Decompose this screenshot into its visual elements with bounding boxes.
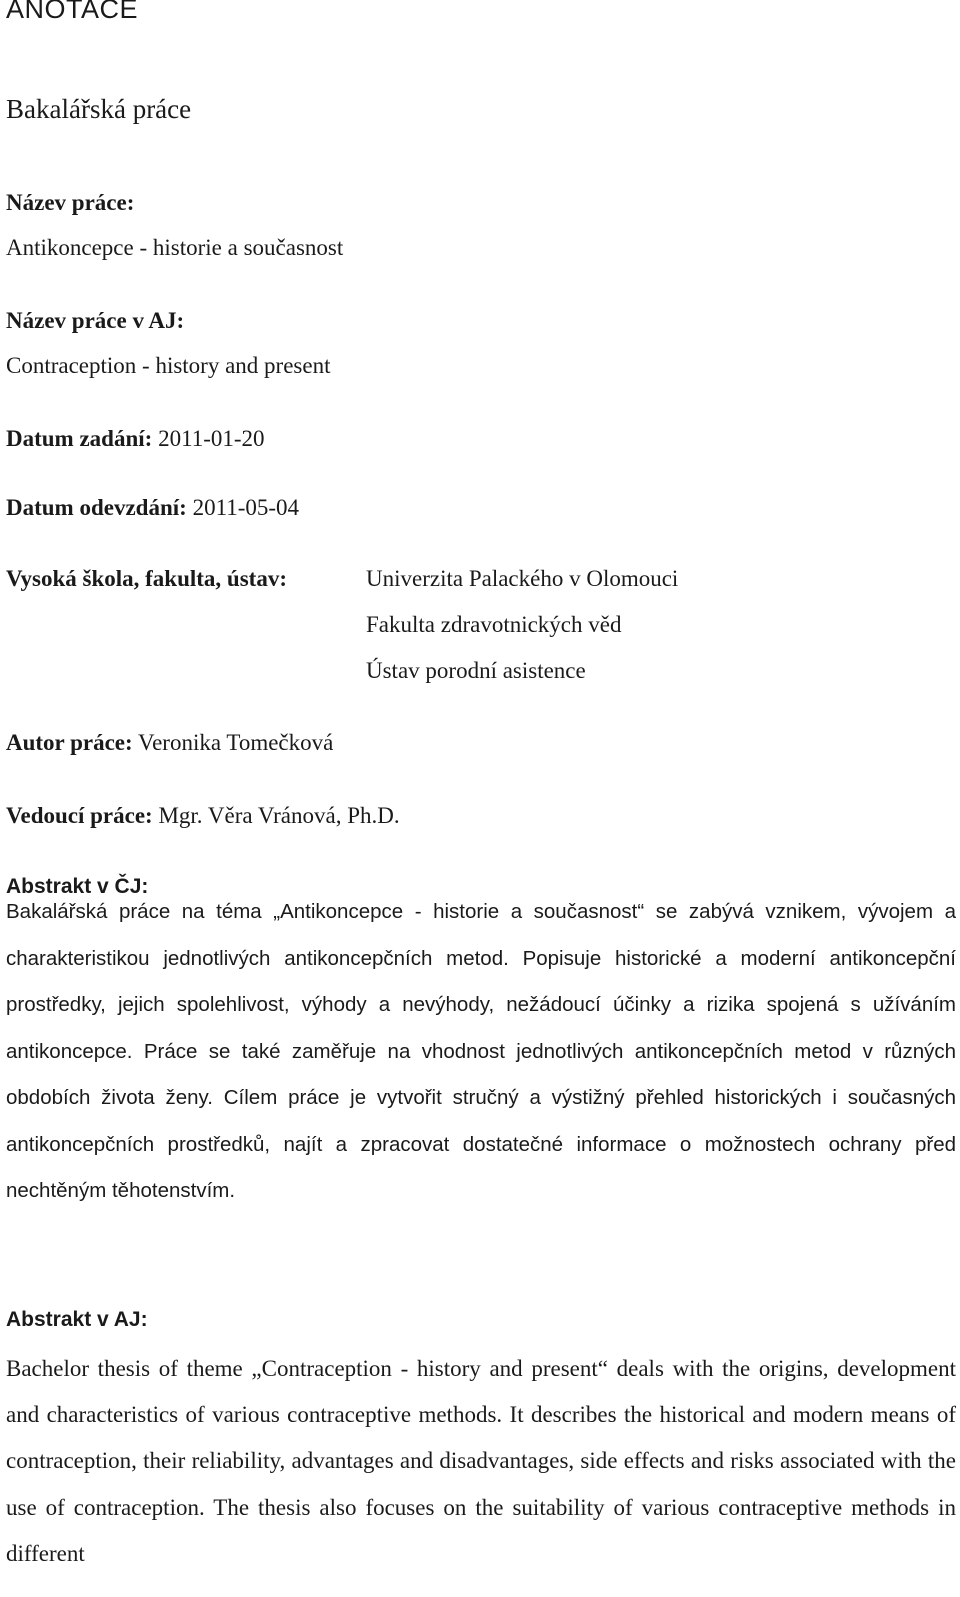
title-cz-value: Antikoncepce - historie a současnost [6, 235, 344, 260]
institution-department: Ústav porodní asistence [366, 658, 586, 683]
abstract-cz-text: Bakalářská práce na téma „Antikoncepce - historie a současnost“ se zabývá vznikem, vývojem a charakteristikou jednotlivých antikoncepčních metod. Popisuje historické a moderní antikoncepční prostředky, jejich spolehlivost, výhody a nevýhody, nežádoucí účinky a rizika spojená s užíváním antikoncepce. Práce se také zaměřuje na vhodnost jednotlivých antikoncepčních metod v různých obdobích života ženy. Cílem práce je vytvořit stručný a výstižný přehled historických i současných antikoncepčních prostředků, najít a zpracovat dostatečné informace o možnostech ochrany před nechtěným těhotenstvím. [6, 900, 956, 1202]
abstract-cz-label: Abstrakt v ČJ: [6, 875, 149, 898]
page-heading: ANOTACE [6, 0, 139, 24]
document-type: Bakalářská práce [6, 94, 192, 124]
institution-label: Vysoká škola, fakulta, ústav: [6, 566, 287, 591]
author-label: Autor práce: [6, 730, 133, 755]
assigned-date-label: Datum zadání: [6, 426, 153, 451]
supervisor-row [6, 803, 400, 829]
institution-university: Univerzita Palackého v Olomouci [366, 566, 679, 591]
title-en-value: Contraception - history and present [6, 353, 331, 378]
assigned-date-value: 2011-01-20 [158, 426, 265, 451]
assigned-date-row [6, 426, 265, 452]
author-value: Veronika Tomečková [138, 730, 334, 755]
abstract-en-label: Abstrakt v AJ: [6, 1308, 148, 1331]
institution-lines [366, 556, 678, 694]
submitted-date-value: 2011-05-04 [192, 495, 300, 520]
supervisor-value: Mgr. Věra Vránová, Ph.D. [158, 803, 400, 828]
title-en-label: Název práce v AJ: [6, 308, 185, 333]
institution-faculty: Fakulta zdravotnických věd [366, 612, 622, 637]
supervisor-label: Vedoucí práce: [6, 803, 153, 828]
abstract-en-text: Bachelor thesis of theme „Contraception - history and present“ deals with the origins, development and characteristics of various contraceptive methods. It describes the historical and modern means of contraception, their reliability, advantages and disadvantages, side effects and risks associated with the use of contraception. The thesis also focuses on the suitability of various contraceptive methods in different [6, 1356, 956, 1566]
title-cz-label: Název práce: [6, 190, 135, 215]
author-row [6, 730, 333, 756]
submitted-date-label: Datum odevzdání: [6, 495, 187, 520]
submitted-date-row [6, 495, 299, 521]
